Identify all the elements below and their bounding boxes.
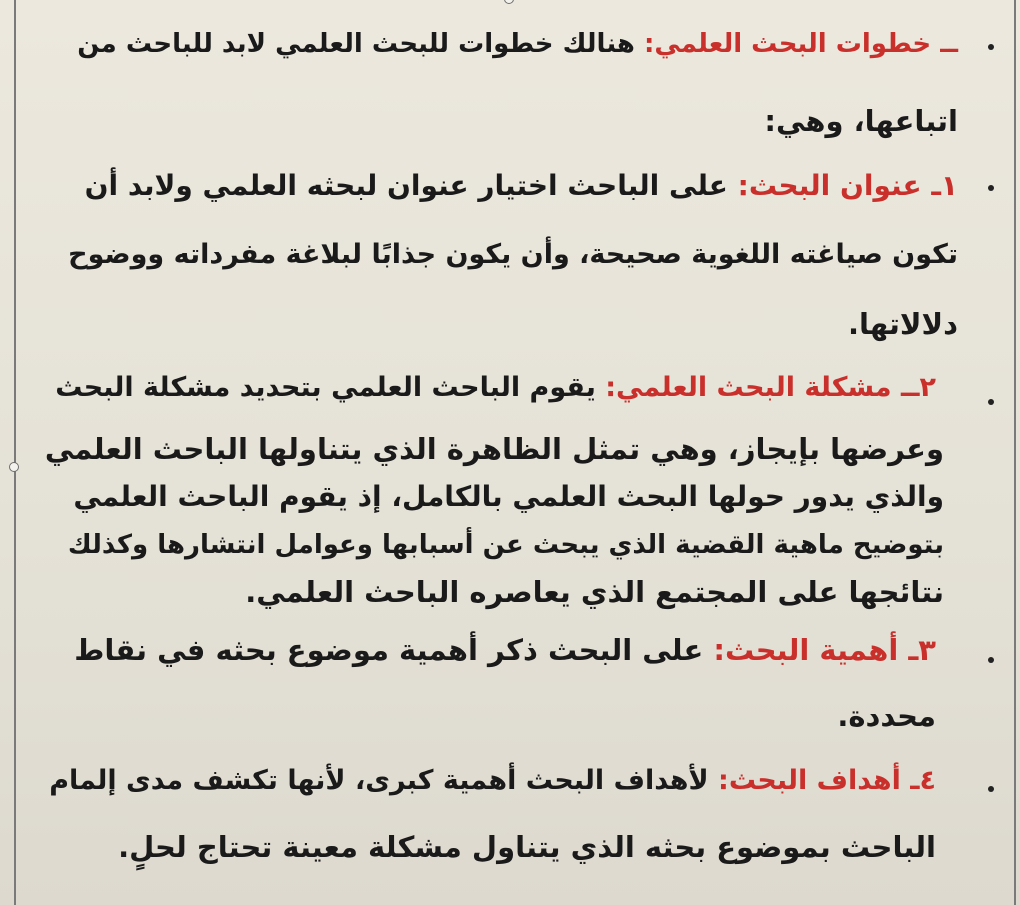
section-problem-line-5: نتائجها على المجتمع الذي يعاصره الباحث العلمي.	[245, 575, 944, 609]
section-text: يقوم الباحث العلمي بتحديد مشكلة البحث	[55, 372, 606, 403]
section-steps-line-2: اتباعها، وهي:	[764, 104, 958, 138]
section-heading: ٢ــ مشكلة البحث العلمي:	[605, 372, 936, 403]
bullet-icon	[988, 44, 994, 50]
section-heading: ١ـ عنوان البحث:	[737, 169, 958, 202]
section-text: لأهداف البحث أهمية كبرى، لأنها تكشف مدى إلمام	[49, 765, 719, 796]
section-title-line-1	[85, 168, 958, 204]
bullet-icon	[988, 657, 994, 663]
section-steps-line-1	[77, 26, 958, 62]
section-importance-line-1	[74, 632, 936, 668]
section-heading: ــ خطوات البحث العلمي:	[644, 29, 958, 59]
section-title-line-3: دلالاتها.	[847, 307, 958, 341]
section-objectives-line-2: الباحث بموضوع بحثه الذي يتناول مشكلة معينة تحتاج لحلٍ.	[118, 830, 936, 864]
bullet-icon	[988, 399, 994, 405]
section-problem-line-4: بتوضيح ماهية القضية الذي يبحث عن أسبابها وعوامل انتشارها وكذلك	[67, 530, 944, 560]
section-problem-line-1	[55, 370, 936, 406]
bullet-icon	[988, 185, 994, 191]
section-problem-line-2: وعرضها بإيجاز، وهي تمثل الظاهرة الذي يتناولها الباحث العلمي	[44, 432, 944, 466]
section-heading: ٣ـ أهمية البحث:	[713, 633, 936, 667]
resize-handle-left[interactable]	[9, 462, 19, 472]
section-text: على البحث ذكر أهمية موضوع بحثه في نقاط	[74, 633, 714, 667]
section-text: على الباحث اختيار عنوان لبحثه العلمي ولابد أن	[84, 169, 738, 202]
section-heading: ٤ـ أهداف البحث:	[718, 765, 936, 796]
section-title-line-2: تكون صياغته اللغوية صحيحة، وأن يكون جذابًا لبلاغة مفرداته ووضوح	[68, 239, 958, 270]
section-problem-line-3: والذي يدور حولها البحث العلمي بالكامل، إذ يقوم الباحث العلمي	[73, 480, 944, 513]
section-importance-line-2: محددة.	[837, 699, 936, 733]
section-text: هنالك خطوات للبحث العلمي لابد للباحث من	[77, 29, 645, 59]
section-objectives-line-1	[49, 763, 936, 799]
bullet-icon	[988, 786, 994, 792]
